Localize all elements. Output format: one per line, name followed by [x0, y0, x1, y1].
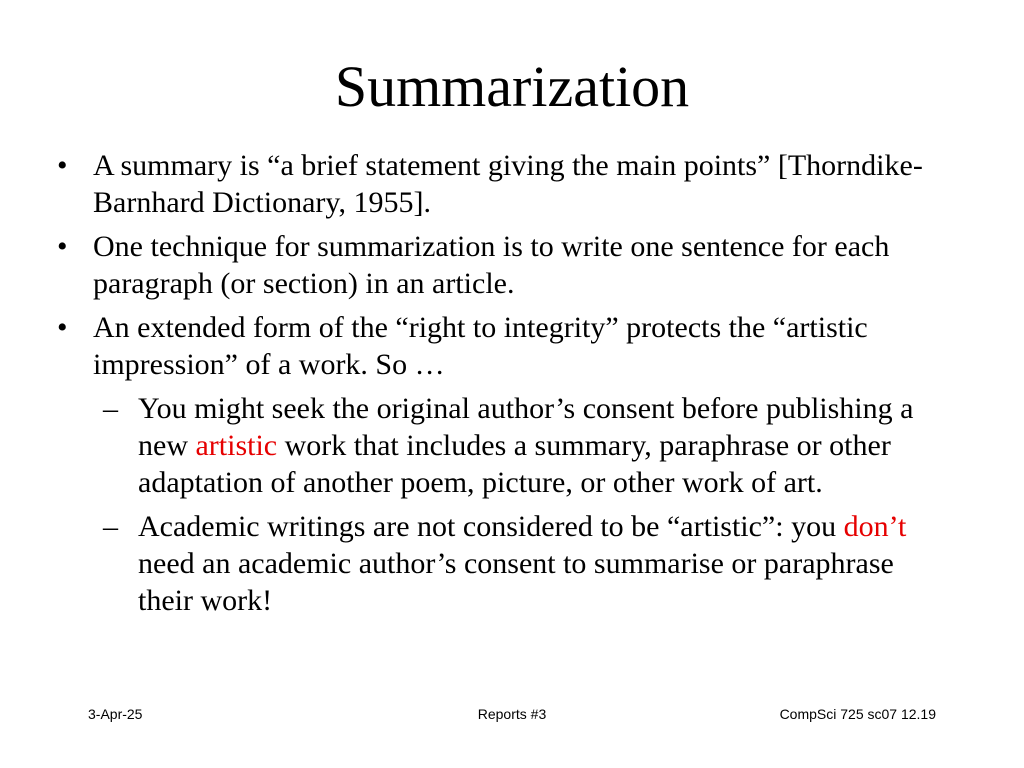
highlighted-word: don’t: [843, 510, 907, 543]
footer-date: 3-Apr-25: [88, 706, 143, 722]
slide-title: Summarization: [334, 54, 690, 119]
sub-bullet-item: [0, 390, 1024, 501]
sub-bullet-text: [138, 390, 938, 501]
bullet-text: An extended form of the “right to integrity” protects the “artistic impression” of a work. So …: [93, 311, 868, 381]
sub-bullet-item: [0, 508, 1024, 619]
sub-bullet-marker: –: [103, 392, 118, 425]
sub-bullet-text-start: You might seek the original author’s consent before publishing a new: [138, 392, 914, 462]
bullet-text: One technique for summarization is to write one sentence for each paragraph (or section) in an article.: [93, 230, 890, 300]
sub-bullet-text: [138, 508, 938, 619]
bullet-item: [0, 309, 1024, 383]
sub-bullet-marker: –: [103, 510, 118, 543]
bullet-marker: •: [57, 311, 68, 344]
sub-bullet-text-start: Academic writings are not considered to be “artistic”: you: [138, 510, 844, 543]
sub-bullet-text-end: work that includes a summary, paraphrase or other adaptation of another poem, picture, or other work of art.: [138, 429, 891, 499]
bullet-text: A summary is “a brief statement giving the main points” [Thorndike-Barnhard Dictionary, 1955].: [93, 149, 923, 219]
bullet-marker: •: [57, 149, 68, 182]
slide-body: [0, 147, 1024, 626]
footer-title: Reports #3: [477, 706, 547, 722]
bullet-marker: •: [57, 230, 68, 263]
footer-slide-number: CompSci 725 sc07 12.19: [779, 706, 936, 722]
bullet-item: [0, 147, 1024, 221]
sub-bullet-text-end: need an academic author’s consent to summarise or paraphrase their work!: [138, 547, 894, 617]
bullet-item: [0, 228, 1024, 302]
highlighted-word: artistic: [195, 429, 278, 462]
